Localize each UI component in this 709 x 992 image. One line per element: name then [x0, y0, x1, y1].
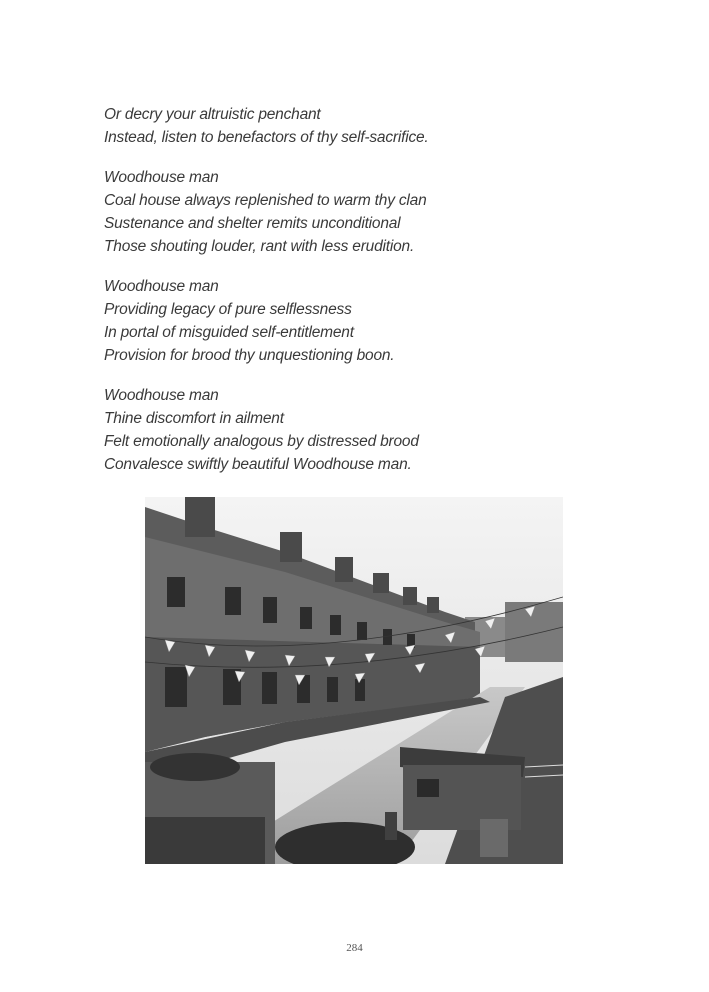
poem-line: Woodhouse man: [104, 169, 219, 186]
poem-line: Coal house always replenished to warm thy clan: [104, 192, 427, 209]
stanza: [104, 384, 584, 476]
stanza: [104, 166, 584, 258]
poem-line: Sustenance and shelter remits unconditional: [104, 215, 401, 232]
poem-line: Convalesce swiftly beautiful Woodhouse man.: [104, 456, 412, 473]
page-number: 284: [346, 942, 363, 954]
poem-line: Woodhouse man: [104, 387, 219, 404]
poem-line: Thine discomfort in ailment: [104, 410, 284, 427]
poem-line: Provision for brood thy unquestioning boon.: [104, 347, 395, 364]
poem-line: In portal of misguided self-entitlement: [104, 324, 354, 341]
poem-line: Instead, listen to benefactors of thy self-sacrifice.: [104, 129, 429, 146]
terraced-street-photo: [145, 497, 563, 864]
poem-line: Felt emotionally analogous by distressed brood: [104, 433, 419, 450]
poem-line: Woodhouse man: [104, 278, 219, 295]
stanza: [104, 275, 584, 367]
poem-line: Providing legacy of pure selflessness: [104, 301, 352, 318]
photo-illustration: [145, 497, 563, 864]
poem: [104, 103, 584, 493]
poem-line: Or decry your altruistic penchant: [104, 106, 321, 123]
poem-line: Those shouting louder, rant with less erudition.: [104, 238, 415, 255]
stanza: [104, 103, 584, 149]
